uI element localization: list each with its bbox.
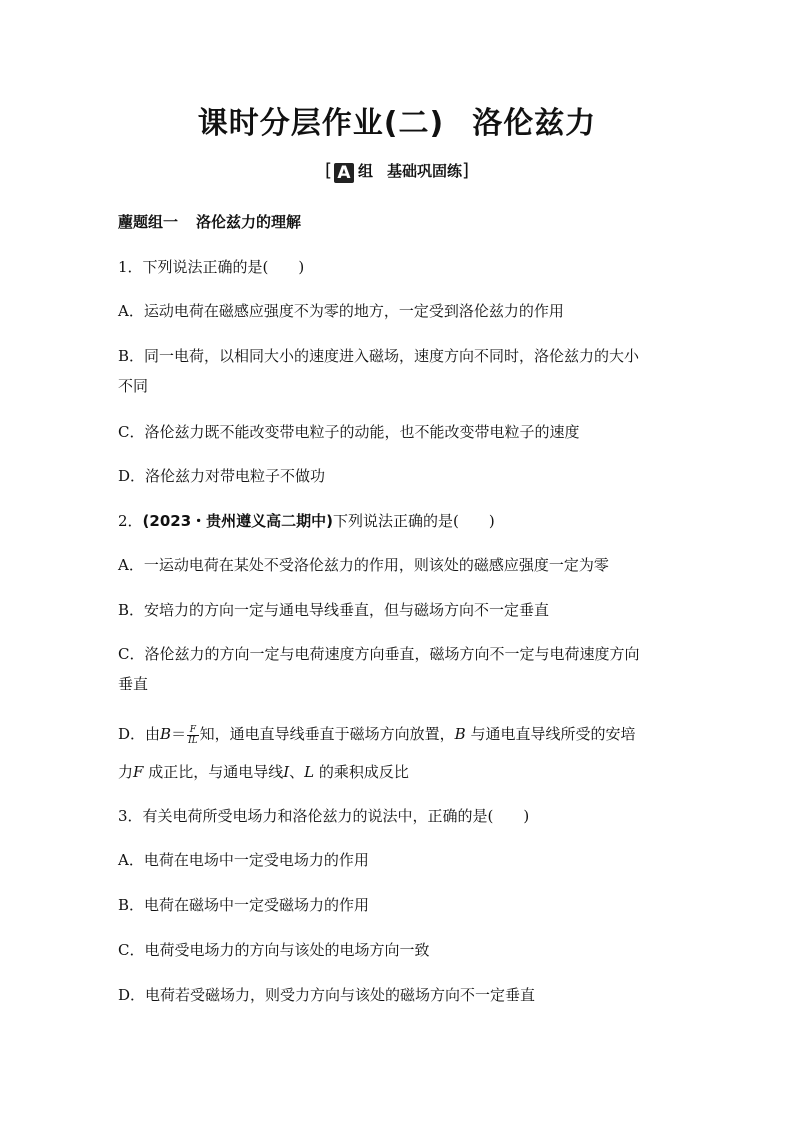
q2-d2-end: 的乘积成反比 (314, 763, 409, 781)
group-label: 组 (357, 162, 373, 180)
q2-d2-symbol-f: F (133, 763, 144, 781)
q3-option-a: A．电荷在电场中一定受电场力的作用 (118, 851, 369, 869)
q1-option-d: D．洛伦兹力对带电粒子不做功 (118, 467, 326, 485)
q2-stem-text: 下列说法正确的是( ) (333, 512, 495, 530)
q2-d2-symbol-i: I (283, 763, 290, 781)
q2-option-d-line2 (118, 762, 688, 782)
q2-d-equals: ＝ (171, 725, 187, 743)
section-label: 题组一 (133, 213, 179, 231)
group-heading (0, 160, 794, 183)
q1-option-a: A．运动电荷在磁感应强度不为零的地方，一定受到洛伦兹力的作用 (118, 302, 564, 320)
fraction-numerator: F (187, 725, 199, 736)
bracket-open: [ (324, 160, 332, 181)
q1-option-c: C．洛伦兹力既不能改变带电粒子的动能，也不能改变带电粒子的速度 (118, 423, 580, 441)
bracket-close: ] (462, 160, 470, 181)
q2-d2-mid: 成正比，与通电导线 (143, 763, 284, 781)
q2-d2-prefix: 力 (118, 763, 134, 781)
q2-option-c-line1: C．洛伦兹力的方向一定与电荷速度方向垂直，磁场方向不一定与电荷速度方向 (118, 645, 640, 663)
q2-d-prefix: D．由 (118, 725, 161, 743)
q2-stem (118, 511, 688, 531)
q2-option-b: B．安培力的方向一定与通电导线垂直，但与磁场方向不一定垂直 (118, 601, 550, 619)
q3-option-b: B．电荷在磁场中一定受磁场力的作用 (118, 896, 370, 914)
group-name: 基础巩固练 (387, 162, 463, 180)
q3-option-d: D．电荷若受磁场力，则受力方向与该处的磁场方向不一定垂直 (118, 986, 536, 1004)
section-heading (118, 212, 688, 232)
q3-stem: 3．有关电荷所受电场力和洛伦兹力的说法中，正确的是( ) (118, 807, 530, 825)
group-badge: A (334, 163, 354, 183)
q2-option-a: A．一运动电荷在某处不受洛伦兹力的作用，则该处的磁感应强度一定为零 (118, 556, 609, 574)
q2-option-d-line1 (118, 724, 688, 746)
q2-number: 2． (118, 512, 143, 530)
q2-d-symbol-b2: B (454, 725, 466, 743)
q1-stem: 1．下列说法正确的是( ) (118, 258, 305, 276)
q3-option-c: C．电荷受电场力的方向与该处的电场方向一致 (118, 941, 430, 959)
q2-d-tail: 与通电直导线所受的安培 (465, 725, 636, 743)
q2-d-text: 知，通电直导线垂直于磁场方向放置， (199, 725, 455, 743)
title-topic: 洛伦兹力 (472, 106, 597, 141)
q1-option-b-line1: B．同一电荷，以相同大小的速度进入磁场，速度方向不同时，洛伦兹力的大小 (118, 347, 640, 365)
q2-d2-symbol-l: L (304, 763, 315, 781)
q2-d-symbol-b: B (160, 725, 172, 743)
title-main: 课时分层作业(二) (197, 106, 445, 141)
q2-option-c-line2: 垂直 (118, 675, 149, 693)
page-title (0, 98, 794, 142)
formula-fraction (187, 725, 199, 746)
q1-option-b-line2: 不同 (118, 377, 149, 395)
q2-source: (2023・贵州遵义高二期中) (142, 512, 334, 530)
section-prefix: 薼 (118, 213, 134, 231)
fraction-denominator: IL (188, 735, 198, 746)
q2-d2-sep: 、 (289, 763, 305, 781)
section-name: 洛伦兹力的理解 (196, 213, 302, 231)
